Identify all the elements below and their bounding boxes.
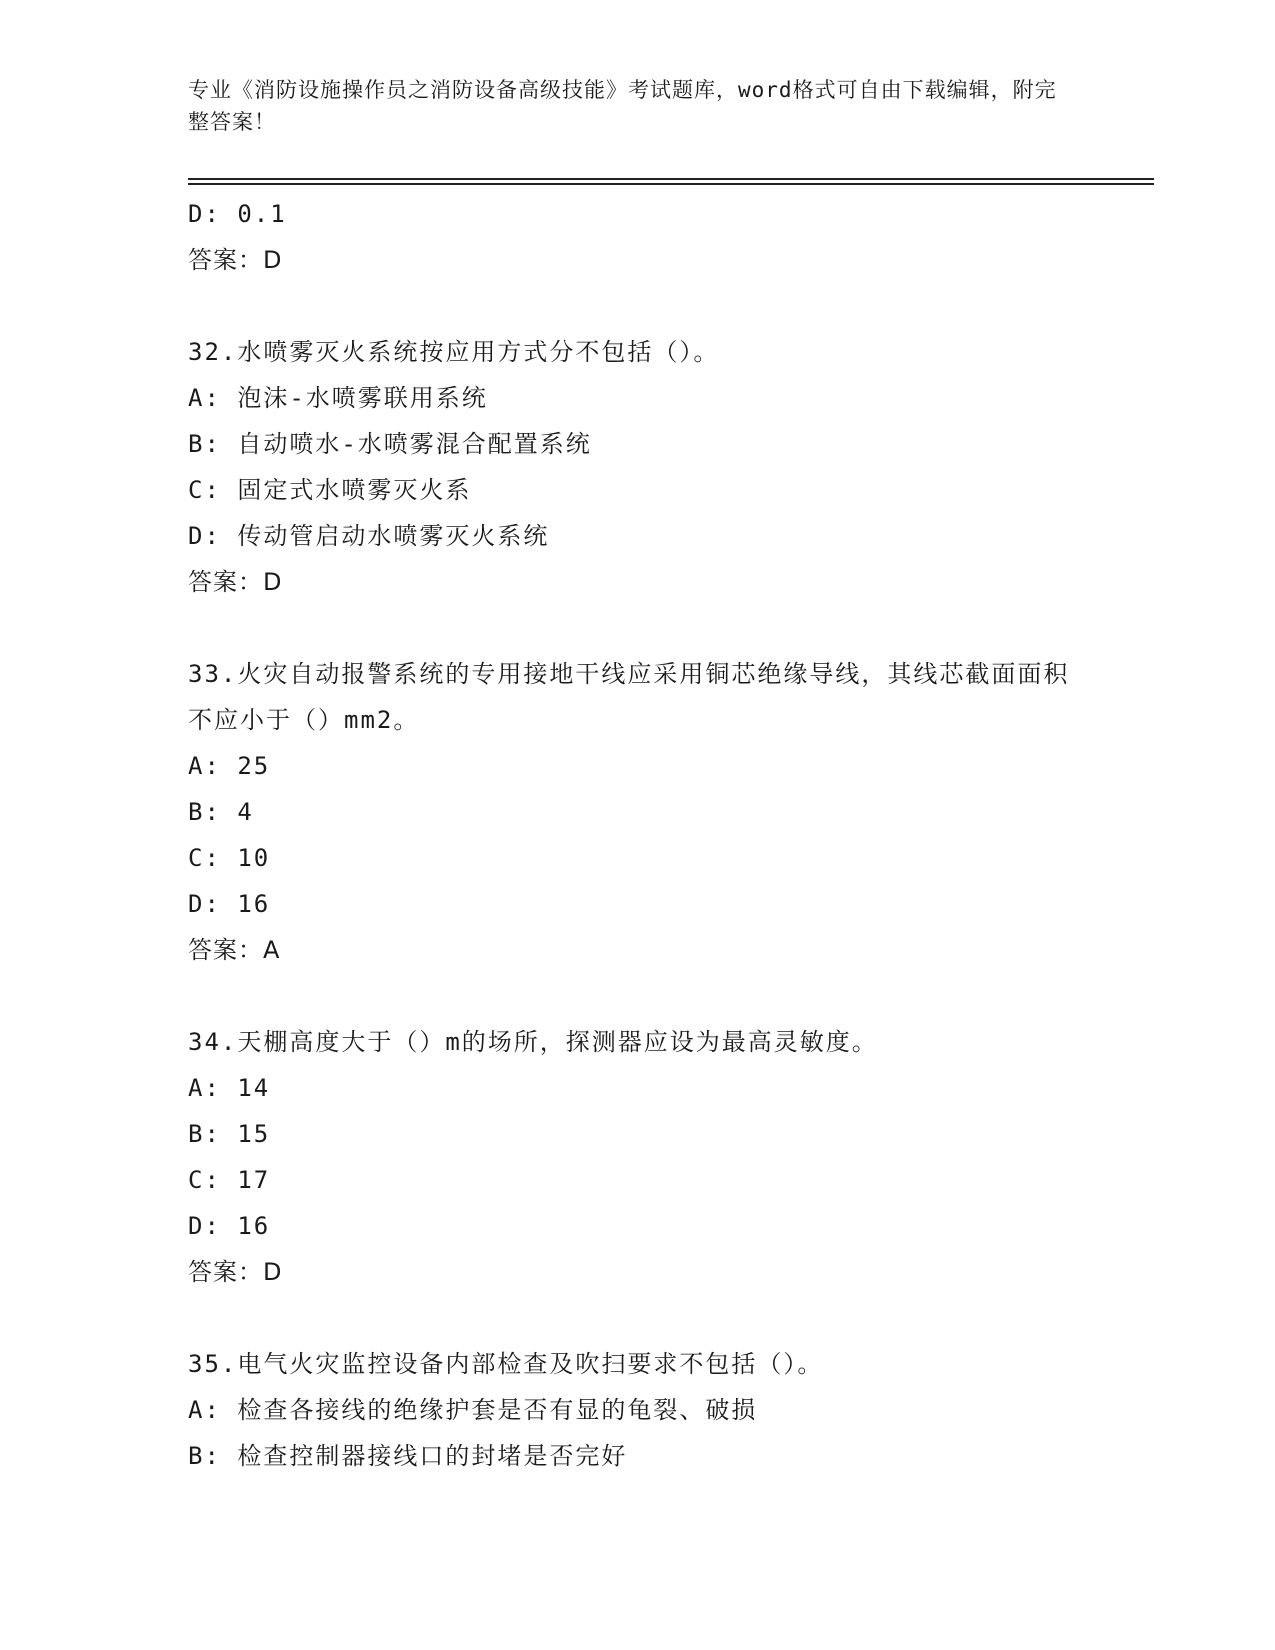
option-b: B: 4 xyxy=(188,798,254,826)
option-a: A: 泡沫-水喷雾联用系统 xyxy=(188,384,488,412)
option-a: A: 25 xyxy=(188,752,271,780)
question-list xyxy=(188,191,1088,1479)
question-stem: 34.天棚高度大于（）m的场所，探测器应设为最高灵敏度。 xyxy=(188,1028,878,1056)
question-33 xyxy=(188,651,1088,973)
question-34 xyxy=(188,1019,1088,1295)
option-c: C: 固定式水喷雾灭火系 xyxy=(188,476,472,504)
option-d: D: 传动管启动水喷雾灭火系统 xyxy=(188,522,550,550)
option-d: D: 16 xyxy=(188,1212,271,1240)
option-b: B: 自动喷水-水喷雾混合配置系统 xyxy=(188,430,592,458)
question-32 xyxy=(188,329,1088,605)
answer-label: 答案：D xyxy=(188,246,283,274)
option-b: B: 15 xyxy=(188,1120,271,1148)
answer-label: 答案：D xyxy=(188,1258,283,1286)
question-stem: 32.水喷雾灭火系统按应用方式分不包括（）。 xyxy=(188,338,720,366)
answer-label: 答案：D xyxy=(188,568,283,596)
option-d: D: 0.1 xyxy=(188,200,287,228)
header-divider-top xyxy=(188,178,1154,180)
question-35 xyxy=(188,1341,1088,1479)
question-stem: 33.火灾自动报警系统的专用接地干线应采用铜芯绝缘导线，其线芯截面面积不应小于（）mm2。 xyxy=(188,660,1070,734)
option-c: C: 10 xyxy=(188,844,271,872)
question-stem: 35.电气火灾监控设备内部检查及吹扫要求不包括（）。 xyxy=(188,1350,824,1378)
answer-label: 答案：A xyxy=(188,936,281,964)
option-a: A: 14 xyxy=(188,1074,271,1102)
option-b: B: 检查控制器接线口的封堵是否完好 xyxy=(188,1442,628,1470)
header-divider-bottom xyxy=(188,183,1154,185)
document-header: 专业《消防设施操作员之消防设备高级技能》考试题库，word格式可自由下载编辑，附完整答案！ xyxy=(188,78,1057,134)
option-a: A: 检查各接线的绝缘护套是否有显的龟裂、破损 xyxy=(188,1396,758,1424)
option-d: D: 16 xyxy=(188,890,271,918)
option-c: C: 17 xyxy=(188,1166,271,1194)
